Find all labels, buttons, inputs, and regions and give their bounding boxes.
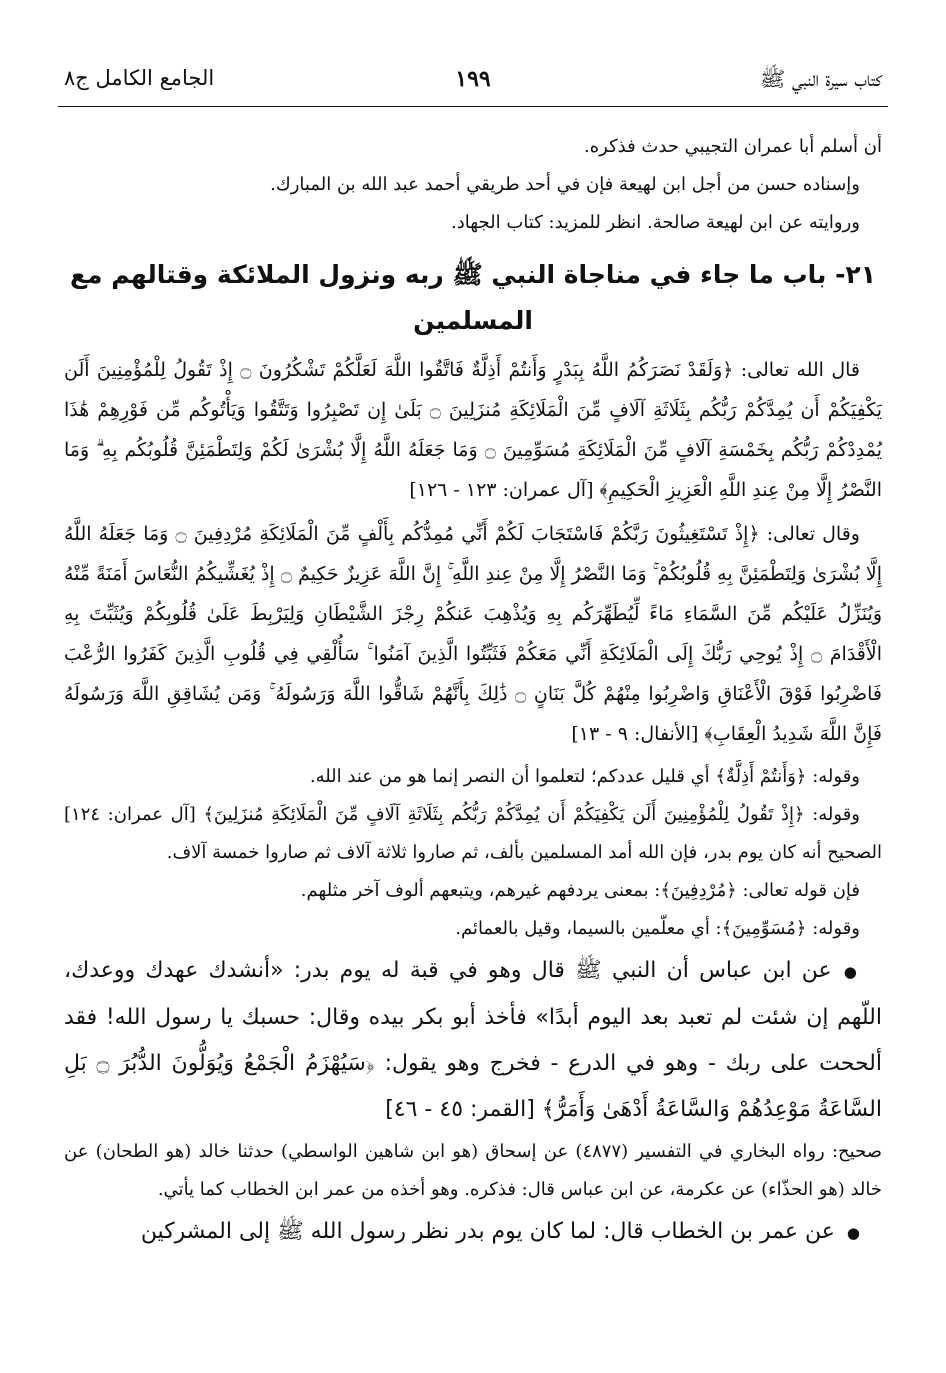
- header-divider: [58, 106, 888, 107]
- explanation-paragraph: وقوله: ﴿مُسَوِّمِينَ﴾: أي معلّمين بالسيما، وقيل بالعمائم.: [455, 918, 860, 939]
- explanations: [64, 758, 882, 948]
- volume-title: الجامع الكامل ج٨: [64, 66, 215, 90]
- explanation-paragraph: فإن قوله تعالى: ﴿مُرْدِفِينَ﴾: بمعنى يردفهم غيرهم، ويتبعهم ألوف آخر مثلهم.: [300, 880, 860, 901]
- chapter-title: ٢١- باب ما جاء في مناجاة النبي ﷺ ربه ونزول الملائكة وقتالهم مع المسلمين: [69, 260, 877, 335]
- takhrij-text: صحيح: رواه البخاري في التفسير (٤٨٧٧) عن إسحاق (هو ابن شاهين الواسطي) حدثنا خالد (هو الطحان) عن خالد (هو الحذّاء) عن عكرمة، عن ابن عباس قال: فذكره. وهو أخذه من عمر ابن الخطاب كما يأتي.: [64, 1141, 882, 1200]
- intro-line: وروايته عن ابن لهيعة صالحة. انظر للمزيد: كتاب الجهاد.: [451, 212, 860, 233]
- intro-line: أن أسلم أبا عمران التجيبي حدث فذكره.: [584, 136, 882, 157]
- hadith-ibn-abbas: [64, 948, 882, 1133]
- page-header: [58, 66, 888, 100]
- hadith-text: ● عن عمر بن الخطاب قال: لما كان يوم بدر نظر رسول الله ﷺ إلى المشركين: [64, 1209, 882, 1256]
- quran-verses-al-imran: قال الله تعالى: ﴿وَلَقَدْ نَصَرَكُمُ اللَّهُ بِبَدْرٍ وَأَنتُمْ أَذِلَّةٌ فَاتَّقُوا اللَّهَ لَعَلَّكُمْ تَشْكُرُونَ ۝ إِذْ تَقُولُ لِلْمُؤْمِنِينَ أَلَن يَكْفِيَكُمْ أَن يُمِدَّكُمْ رَبُّكُم بِثَلَاثَةِ آلَافٍ مِّنَ الْمَلَائِكَةِ مُنزَلِينَ ۝ بَلَىٰ إِن تَصْبِرُوا وَتَتَّقُوا وَيَأْتُوكُم مِّن فَوْرِهِمْ هَٰذَا يُمْدِدْكُمْ رَبُّكُم بِخَمْسَةِ آلَافٍ مِّنَ الْمَلَائِكَةِ مُسَوِّمِينَ ۝ وَمَا جَعَلَهُ اللَّهُ إِلَّا بُشْرَىٰ لَكُمْ وَلِتَطْمَئِنَّ قُلُوبُكُم بِهِ ۗ وَمَا النَّصْرُ إِلَّا مِنْ عِندِ اللَّهِ الْعَزِيزِ الْحَكِيمِ﴾ [آل عمران: ١٢٣ - ١٢٦]: [64, 359, 882, 501]
- page-number: ١٩٩: [455, 66, 491, 92]
- intro-notes: [64, 128, 882, 242]
- hadith-text: ● عن ابن عباس أن النبي ﷺ قال وهو في قبة له يوم بدر: «أنشدك عهدك ووعدك، اللّهم إن شئت لم تعبد بعد اليوم أبدًا» فأخذ أبو بكر بيده وقال: حسبك يا رسول الله! فقد ألححت على ربك - وهو في الدرع - فخرج وهو يقول: ﴿سَيُهْزَمُ الْجَمْعُ وَيُوَلُّونَ الدُّبُرَ ۝ بَلِ السَّاعَةُ مَوْعِدُهُمْ وَالسَّاعَةُ أَدْهَىٰ وَأَمَرُّ﴾ [القمر: ٤٥ - ٤٦]: [64, 948, 882, 1133]
- page-body: [64, 128, 882, 1256]
- explanation-paragraph: وقوله: ﴿إِذْ تَقُولُ لِلْمُؤْمِنِينَ أَلَن يَكْفِيَكُمْ أَن يُمِدَّكُمْ رَبُّكُم بِثَلَاثَةِ آلَافٍ مِّنَ الْمَلَائِكَةِ مُنزَلِينَ﴾ [آل عمران: ١٢٤] الصحيح أنه كان يوم بدر، فإن الله أمد المسلمين بألف، ثم صاروا ثلاثة آلاف ثم صاروا خمسة آلاف.: [64, 804, 882, 863]
- intro-line: وإسناده حسن من أجل ابن لهيعة فإن في أحد طريقي أحمد عبد الله بن المبارك.: [270, 174, 860, 195]
- takhrij-note: [64, 1133, 882, 1209]
- explanation-paragraph: وقوله: ﴿وَأَنتُمْ أَذِلَّةٌ﴾ أي قليل عددكم؛ لتعلموا أن النصر إنما هو من عند الله.: [309, 766, 860, 787]
- hadith-umar: [64, 1209, 882, 1256]
- book-title: كتاب سيرة النبي ﷺ: [759, 67, 882, 91]
- quran-verses-anfal: وقال تعالى: ﴿إِذْ تَسْتَغِيثُونَ رَبَّكُمْ فَاسْتَجَابَ لَكُمْ أَنِّي مُمِدُّكُم بِأَلْفٍ مِّنَ الْمَلَائِكَةِ مُرْدِفِينَ ۝ وَمَا جَعَلَهُ اللَّهُ إِلَّا بُشْرَىٰ وَلِتَطْمَئِنَّ بِهِ قُلُوبُكُمْ ۚ وَمَا النَّصْرُ إِلَّا مِنْ عِندِ اللَّهِ ۚ إِنَّ اللَّهَ عَزِيزٌ حَكِيمٌ ۝ إِذْ يُغَشِّيكُمُ النُّعَاسَ أَمَنَةً مِّنْهُ وَيُنَزِّلُ عَلَيْكُم مِّنَ السَّمَاءِ مَاءً لِّيُطَهِّرَكُم بِهِ وَيُذْهِبَ عَنكُمْ رِجْزَ الشَّيْطَانِ وَلِيَرْبِطَ عَلَىٰ قُلُوبِكُمْ وَيُثَبِّتَ بِهِ الْأَقْدَامَ ۝ إِذْ يُوحِي رَبُّكَ إِلَى الْمَلَائِكَةِ أَنِّي مَعَكُمْ فَثَبِّتُوا الَّذِينَ آمَنُوا ۚ سَأُلْقِي فِي قُلُوبِ الَّذِينَ كَفَرُوا الرُّعْبَ فَاضْرِبُوا فَوْقَ الْأَعْنَاقِ وَاضْرِبُوا مِنْهُمْ كُلَّ بَنَانٍ ۝ ذَٰلِكَ بِأَنَّهُمْ شَاقُّوا اللَّهَ وَرَسُولَهُ ۚ وَمَن يُشَاقِقِ اللَّهَ وَرَسُولَهُ فَإِنَّ اللَّهَ شَدِيدُ الْعِقَابِ﴾ [الأنفال: ٩ - ١٣]: [64, 523, 882, 745]
